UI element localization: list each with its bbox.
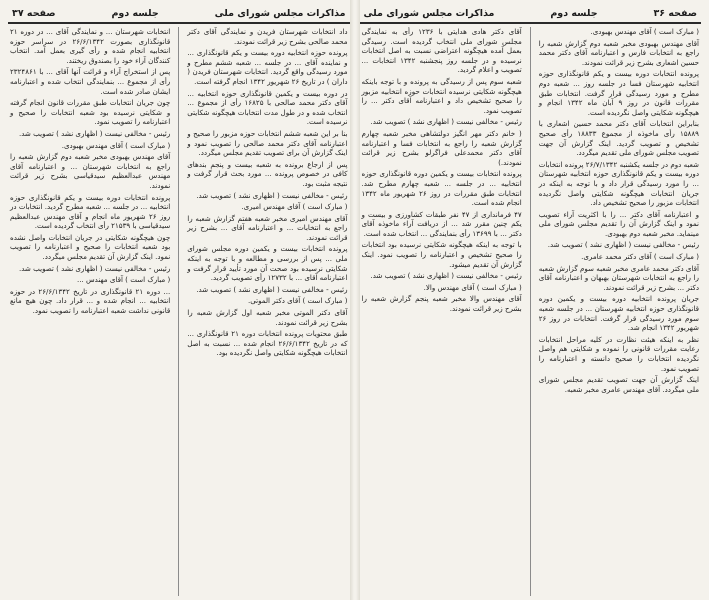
paragraph: آقای مهندس والا مخبر شعبه پنجم گزارش شعبه را بشرح زیر قرائت نمودند. [361,294,522,314]
paragraph: شعبه سوم پس از رسیدگی به پرونده و با توجه باینکه هیچگونه شکایتی نرسیده انتخابات حوزه انتخابیه مزبور را صحیح تشخیص داد و اعتبارنامه آقای دکتر ... را تصویب نمود. [361,76,522,115]
page-running-title: مذاکرات مجلس شورای ملی [214,8,346,19]
paragraph: ( مبارک است ) آقای مهندس بهبودی. [61,140,171,150]
paragraph: داد انتخابات شهرستان فریدن و نمایندگی آقای دکتر محمد صالحی بشرح زیر قرائت نمودند. [187,27,348,46]
paragraph: و اعتبارنامه آقای دکتر ... را با اکثریت آراء تصویب نمود و اینک گزارش آن را تقدیم مجلس شورای ملی مینماید. مخبر شعبه دوم بهبودی. [538,209,699,238]
paragraph: رئیس - مخالفی نیست ( اظهاری نشد ) تصویب شد. [547,240,699,250]
paragraph: اینک گزارش آن جهت تصویب تقدیم مجلس شورای ملی میگردد. آقای مهندس عامری مخبر شعبه. [538,375,699,394]
paragraph: پرونده حوزه انتخابیه دوره بیست و یکم قانونگذاری ... و نماینده آقای ... در جلسه ... شعبه ششم مطرح و مورد رسیدگی واقع گردید. انتخابات شهرستان فریدن ( داران ) در تاریخ ۲۶ شهریور ۱۳۴۲ انجام گرفته است. [187,48,348,86]
paragraph: پرونده انتخابات بیست و یکمین دوره قانونگذاری حوزه انتخابیه ... در جلسه ... شعبه چهارم مطرح شد. انتخابات طبق مقررات در روز ۲۶ شهریور ماه ۱۳۴۲ انجام شده است. [361,169,522,208]
paragraph: ( مبارک است ) آقای دکتر محمد عامری. [581,252,699,262]
paragraph: ( مبارک است ) آقای مهندس امیری. [241,202,348,212]
paragraph: رئیس - مخالفی نیست ( اظهاری نشد ) تصویب شد. [18,128,171,138]
paragraph: نظر به اینکه هیئت نظارت در کلیه مراحل انتخابات رعایت مقررات قانونی را نموده و شکایتی هم واصل نگردیده انتخابات را صحیح دانسته و اعتبارنامه را تصویب نمود. [538,334,699,373]
paragraph: پرونده انتخابات دوره بیست و یکم قانونگذاری حوزه انتخابیه شهرستان فسا در جلسه روز ... شعبه دوم مطرح و مورد رسیدگی قرار گرفت. انتخابات طبق مقررات قانون در روز ۹ آبان ماه ۱۳۴۲ انجام و هیچگونه شکایتی واصل نگردیده است. [538,69,699,117]
paragraph: رئیس - مخالفی نیست ( اظهاری نشد ) تصویب شد. [370,271,522,281]
paragraph: ۴۷ فرمانداری از ۴۷ نفر طبقات کشاورزی و بیست و یکم چنین مقرر شد ... از دریافت آراء ماخوذه آقای دکتر ... با ۱۳۶۹۹ رأی بنمایندگی ... انتخاب شده است. [361,209,522,238]
paragraph: رئیس - مخالفی نیست ( اظهاری نشد ) تصویب شد. [196,190,348,200]
session-label: جلسه دوم [111,8,159,19]
paragraph: جریان پرونده انتخابیه دوره بیست و یکمین دوره قانونگذاری حوزه انتخابیه شهرستان ... در جلسه شعبه سوم مورد رسیدگی قرار گرفت. انتخابات در روز ۲۶ شهریور ۱۳۴۲ انجام شد. [538,294,699,333]
column-divider [530,27,531,596]
paragraph: پس از ارجاع برونده به شعبه بیست و پنجم بندهای کافی در خصوص پرونده ... مورد بحث قرار گرفت و نتیجه مثبت بود. [187,159,348,188]
paragraph: آقای دکتر محمد عامری مخبر شعبه سوم گزارش شعبه را راجع به انتخابات شهرستان بهبهان و اعتبارنامه آقای دکتر ... بشرح زیر قرائت نمودند. [538,263,699,292]
text-column-left [360,27,524,596]
text-column-right [185,27,349,596]
paragraph: ( مبارک است ) آقای مهندس بهبودی. [590,27,699,36]
paragraph: چون جریان انتخابات طبق مقررات قانون انجام گرفته و شکایتی نرسیده بود شعبه انتخابات را صحیح و اعتبارنامه را تصویب نمود. [10,98,171,127]
paragraph: انتخابات شهرستان ... و نمایندگی آقای ... در دوره ۲۱ قانونگذاری بصورت ۲۶/۶/۱۳۴۲ در سراسر حوزه انتخابیه انجام شده و رأی گیری بعمل آمد. انتخاب کنندگان آراء خود را بصندوق ریختند. [10,27,171,65]
paragraph: شعبه دوم در جلسه یکشنبه ۲۶/۷/۱۳۴۲ پرونده انتخابات دوره بیست و یکم قانونگذاری حوزه انتخابیه شهرستان ... را مورد رسیدگی قرار داد و با توجه به اینکه در جریان انتخابات هیچگونه شکایتی واصل نگردیده انتخابات مزبور را صحیح تشخیص داد. [538,159,699,208]
paragraph: پرونده انتخابات دوره بیست و یکم قانونگذاری حوزه انتخابیه ... در جلسه ... شعبه مطرح گردید. انتخابات در روز ۲۶ شهریور ماه انجام و آقای مهندس عبدالعظیم سیدقیاسی با ۲۱۵۳۹ رأی انتخاب گردیده است. [10,192,171,231]
paragraph: پرونده انتخابات بیست و یکمین دوره مجلس شورای ملی ... پس از بررسی و مطالعه و با توجه به اینکه شکایتی نرسیده بود صحت آن مورد تأیید قرار گرفت و اعتبارنامه آقای ... با ۱۲۷۳۲ رأی تصویب گردید. [187,244,348,283]
paragraph: بنا بر این شعبه ششم انتخابات حوزه مزبور را صحیح و اعتبارنامه آقای دکتر محمد صالحی را تصویب نمود و اینک گزارش آن برای تصویب تقدیم مجلس میگردد. [187,128,348,158]
paragraph: پس از استخراج آراء و قرائت آنها آقای ... با ۲۳۲۴۸۶۱ رأی از مجموع ... بنمایندگی انتخاب شده و اعتبارنامه ایشان صادر شده است. [10,67,171,96]
page-number: صفحه ۳۶ [653,8,697,19]
paragraph: ( مبارک است ) آقای مهندس والا. [423,282,522,292]
page-running-title: مذاکرات مجلس شورای ملی [363,8,495,19]
paragraph: آقای مهندس بهبودی مخبر شعبه دوم گزارش شعبه را راجع به انتخابات شهرستان ... و اعتبارنامه آقای مهندس عبدالعظیم سیدقیاسی بشرح زیر قرائت نمودند. [10,152,171,190]
paragraph: آقای دکتر الموتی مخبر شعبه اول گزارش شعبه را بشرح زیر قرائت نمودند. [187,308,348,327]
text-column-left [8,27,172,596]
paragraph: ( مبارک است ) آقای دکتر الموتی. [247,296,348,306]
page-right [360,6,702,596]
paragraph: رئیس - مخالفی نیست ( اظهاری نشد ) تصویب شد. [370,117,522,127]
text-column-right [537,27,701,596]
paragraph: آقای مهندس بهبودی مخبر شعبه دوم گزارش شعبه را راجع به انتخابات فارس و اعتبارنامه آقای دکتر محمد حسین اشعاری بشرح زیر قرائت نمودند. [538,38,699,67]
session-label: جلسه دوم [550,8,598,19]
page-left [8,6,350,596]
paragraph: چون هیچگونه شکایتی در جریان انتخابات واصل نشده بود شعبه انتخابات را صحیح و اعتبارنامه را تصویب نمود. اینک گزارش آن تقدیم مجلس میگردد. [10,232,171,262]
paragraph: طبق محتویات پرونده انتخابات دوره ۲۱ قانونگذاری ... که در تاریخ ۲۶/۶/۱۳۴۲ انجام شده ... نسبت به اصل انتخابات هیچگونه شکایتی واصل نگردیده بود. [187,329,348,358]
paragraph: بنابراین انتخابات آقای دکتر محمد حسین اشعاری با ۱۵۸۸۹ رأی ماخوذه از مجموع ۱۸۸۳۳ رأی صحیح تشخیص و تصویب گردید. اینک گزارش آن جهت تصویب مجلس شورای ملی تقدیم میگردد. [538,119,699,158]
text-columns [8,27,350,596]
paragraph: ( خانم دکتر مهر انگیز دولتشاهی مخبر شعبه چهارم گزارش شعبه را راجع به انتخابات فسا و اعتبارنامه آقای دکتر محمدعلی فراگرلو بشرح زیر قرائت نمودند.) [361,128,522,167]
column-divider [178,27,179,596]
paragraph: ... دوره ۲۱ قانونگذاری در تاریخ ۲۶/۶/۱۳۴۲ در حوزه انتخابیه ... انجام شده و ... قرار داد. چون هیچ مانع قانونی نداشت شعبه اعتبارنامه را تصویب نمود. [10,286,171,316]
paragraph: ( مبارک است ) آقای مهندس ... [76,275,171,285]
page-number: صفحه ۳۷ [12,8,56,19]
page-header-left [8,6,350,24]
paragraph: رئیس - مخالفی نیست ( اظهاری نشد ) تصویب شد. [196,284,348,294]
paragraph: در دوره بیست و یکمین قانونگذاری حوزه انتخابیه ... آقای دکتر محمد صالحی با ۱۶۸۲۵ رأی از مجموع ... انتخاب شده و در طول مدت انتخابات هیچگونه شکایتی نرسیده است. [187,88,348,127]
book-gutter [350,0,360,600]
paragraph: آقای مهندس امیری مخبر شعبه هفتم گزارش شعبه را راجع به انتخابات ... و اعتبارنامه آقای ... بشرح زیر قرائت نمودند. [187,213,348,242]
paragraph: رئیس - مخالفی نیست ( اظهاری نشد ) تصویب شد. [18,263,171,273]
paragraph: آقای دکتر هادی هدایتی با ۱۲۳۶ رأی به نمایندگی مجلس شورای ملی انتخاب گردیده است. رسیدگی بعمل آمده هیچگونه اعتراضی نسبت به اصل انتخابات نرسیده و در جلسه روز پنجشنبه ۱۳۴۲ انتخابات ... تصویب و اعلام گردید. [361,27,522,75]
page-header-right [360,6,702,24]
paragraph: با توجه به اینکه هیچگونه شکایتی نرسیده بود انتخابات را صحیح تشخیص و اعتبارنامه را تصویب نمود. اینک گزارش آن تقدیم میشود. [361,240,522,269]
text-columns [360,27,702,596]
